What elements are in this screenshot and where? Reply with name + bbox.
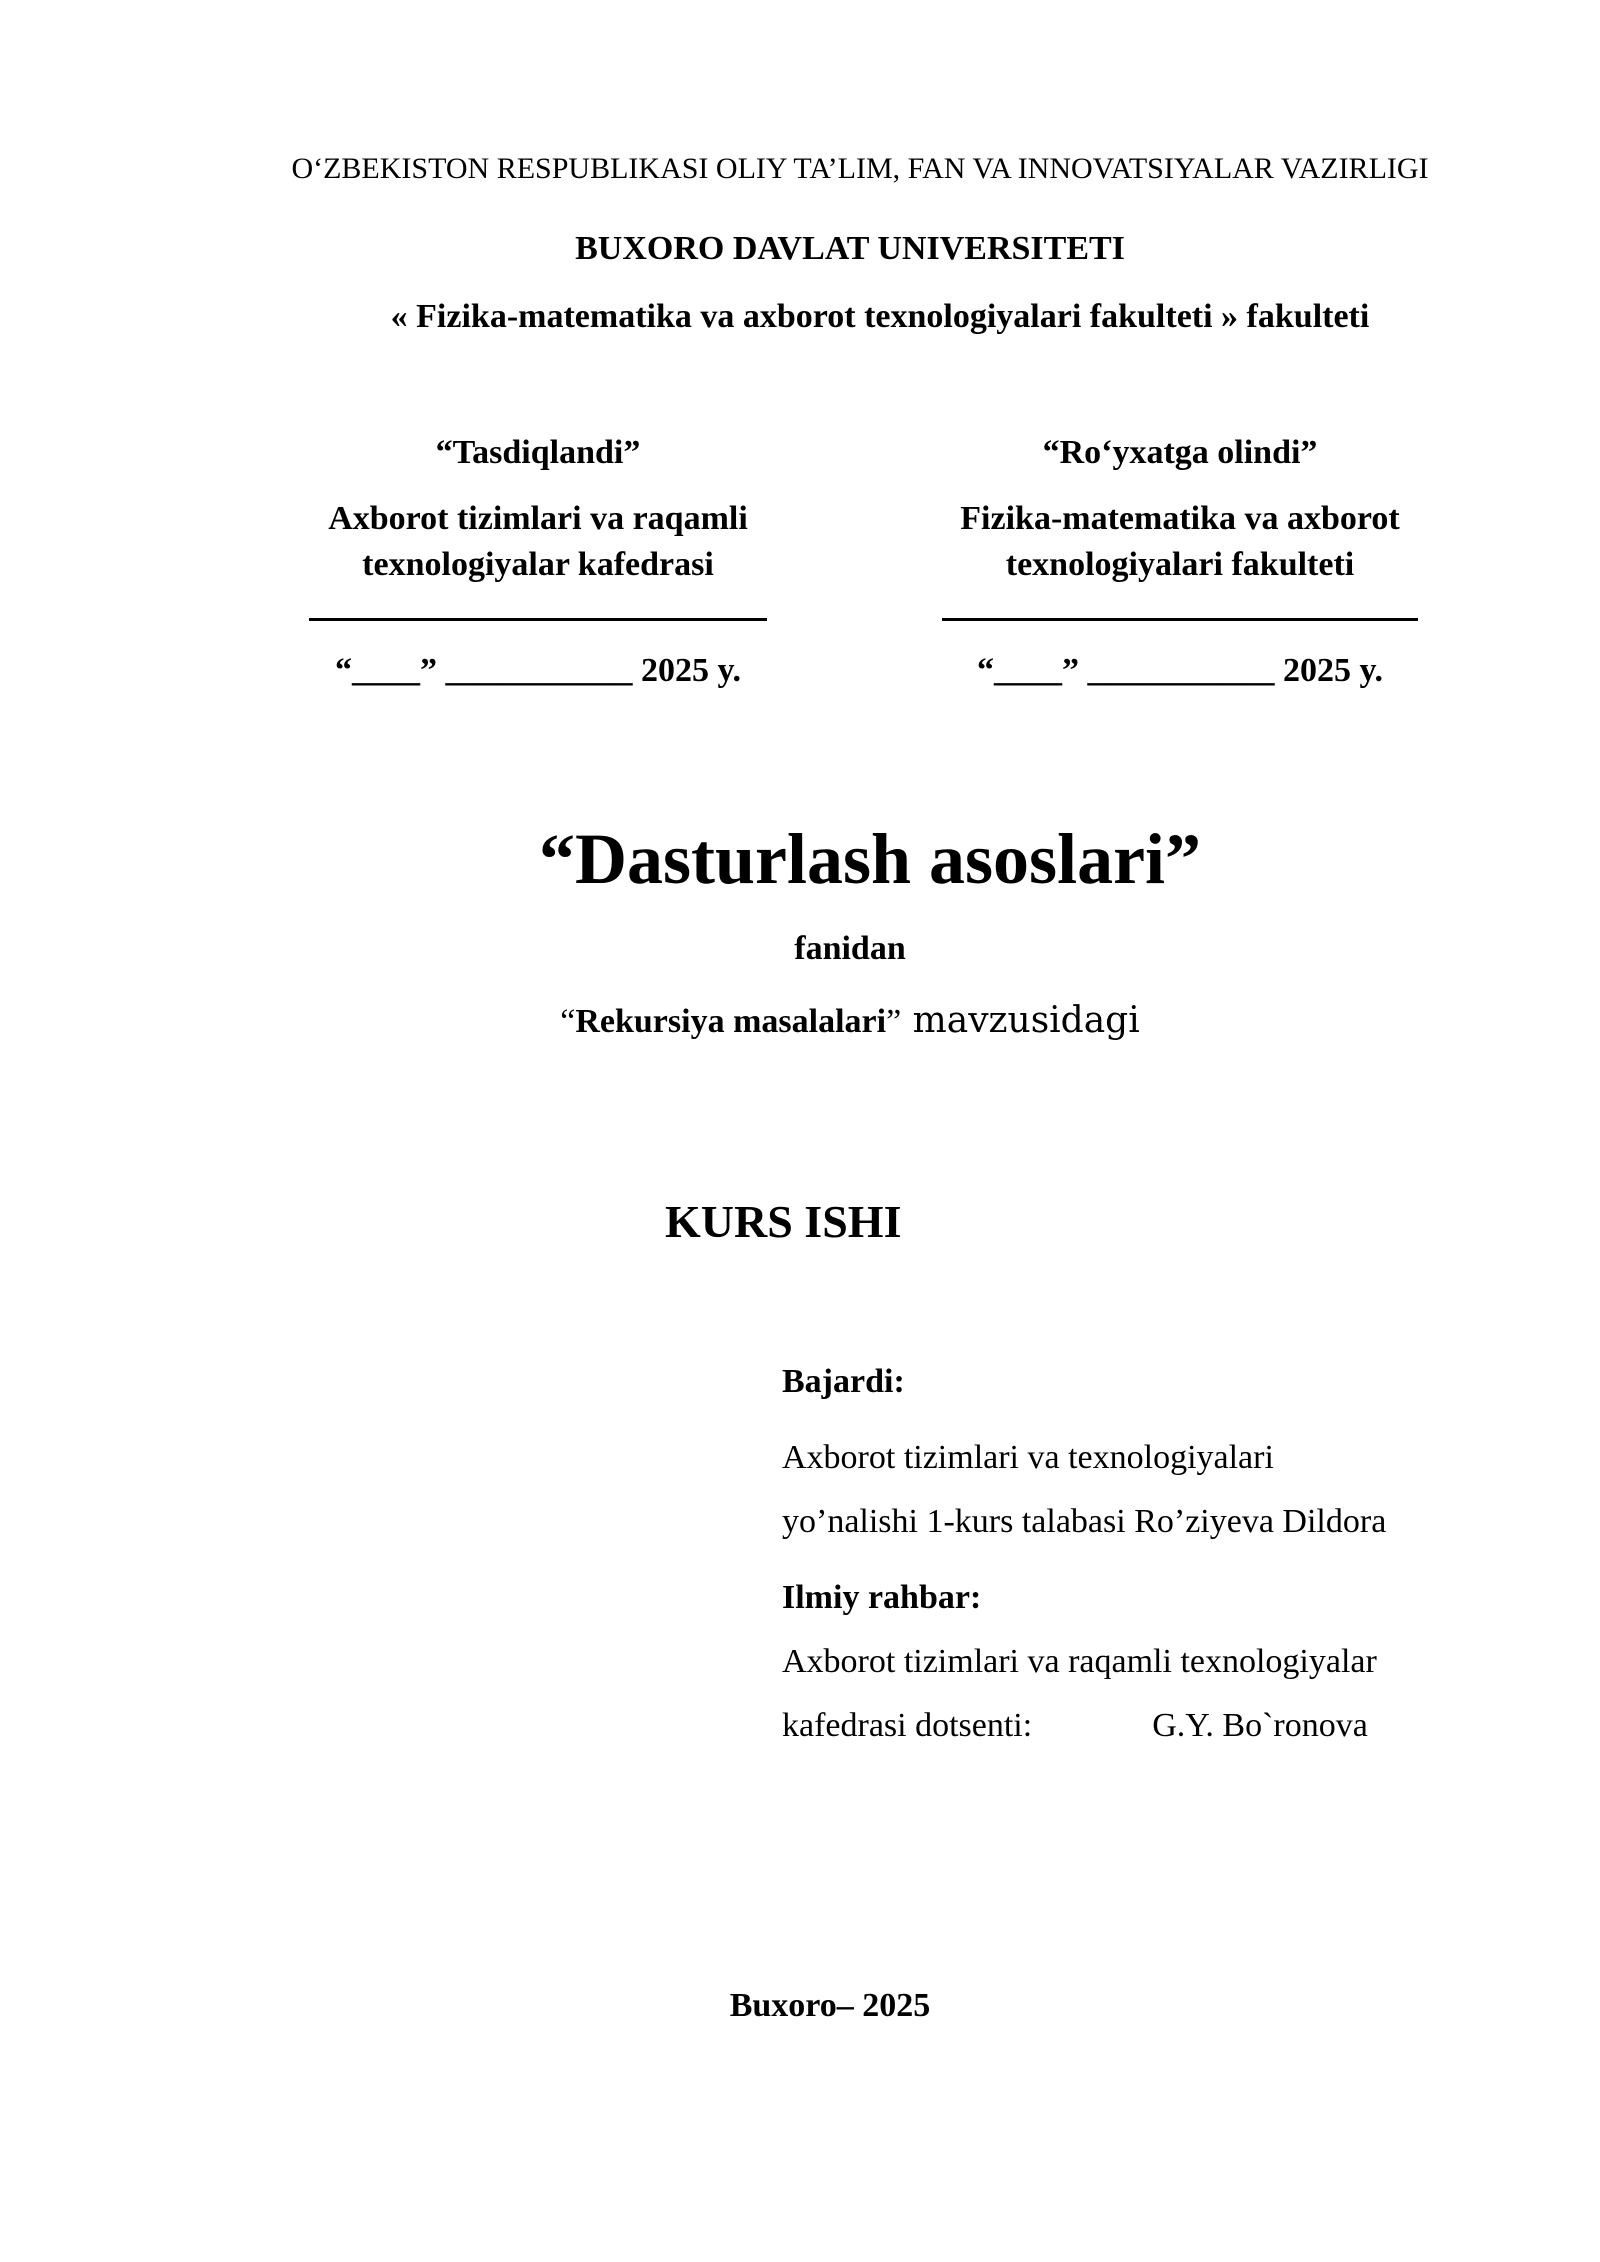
work-type-heading: KURS ISHI	[665, 1196, 902, 1247]
ministry-heading: O‘ZBEKISTON RESPUBLIKASI OLIY TA’LIM, FAN VA INNOVATSIYALAR VAZIRLIGI	[291, 152, 1429, 185]
author-info-block	[782, 1350, 1386, 1758]
city-year-footer: Buxoro– 2025	[729, 1987, 931, 2024]
performer-line2: yo’nalishi 1-kurs talabasi Ro’ziyeva Dildora	[782, 1503, 1387, 1540]
approval-left-dept-line1: Axborot tizimlari va raqamli	[328, 500, 748, 537]
supervisor-position: kafedrasi dotsenti:	[782, 1707, 1033, 1744]
approval-block-left	[238, 430, 838, 694]
approval-left-date: “____” ___________ 2025 y.	[334, 652, 742, 689]
supervisor-line2	[782, 1694, 1386, 1758]
university-name: BUXORO DAVLAT UNIVERSITETI	[575, 230, 1125, 267]
subject-fanidan: fanidan	[794, 930, 906, 967]
topic-close-quote: ”	[886, 1003, 902, 1040]
approval-left-signature-line	[238, 588, 838, 632]
supervisor-name: G.Y. Bo`ronova	[1152, 1707, 1368, 1744]
performer-line1: Axborot tizimlari va texnologiyalari	[782, 1439, 1274, 1476]
approval-right-date: “____” ___________ 2025 y.	[976, 652, 1384, 689]
approval-right-signature-line	[880, 588, 1480, 632]
subject-title: “Dasturlash asoslari”	[538, 819, 1202, 899]
topic-suffix: mavzusidagi	[901, 1000, 1140, 1041]
approval-left-title: “Tasdiqlandi”	[435, 434, 641, 471]
supervisor-label: Ilmiy rahbar:	[782, 1579, 982, 1616]
topic-open-quote: “	[560, 1003, 576, 1040]
approval-block-right	[880, 430, 1480, 694]
approval-right-dept-line1: Fizika-matematika va axborot	[960, 500, 1400, 537]
faculty-name: « Fizika-matematika va axborot texnologiyalari fakulteti » fakulteti	[390, 298, 1370, 335]
topic-line	[0, 1000, 1600, 1041]
performer-label: Bajardi:	[782, 1363, 905, 1400]
topic-name: Rekursiya masalalari	[575, 1003, 887, 1040]
supervisor-line1: Axborot tizimlari va raqamli texnologiyalar	[782, 1643, 1377, 1680]
approval-right-dept-line2: texnologiyalari fakulteti	[1005, 546, 1355, 583]
approval-right-title: “Ro‘yxatga olindi”	[1042, 434, 1318, 471]
approval-left-dept-line2: texnologiyalar kafedrasi	[362, 546, 714, 583]
